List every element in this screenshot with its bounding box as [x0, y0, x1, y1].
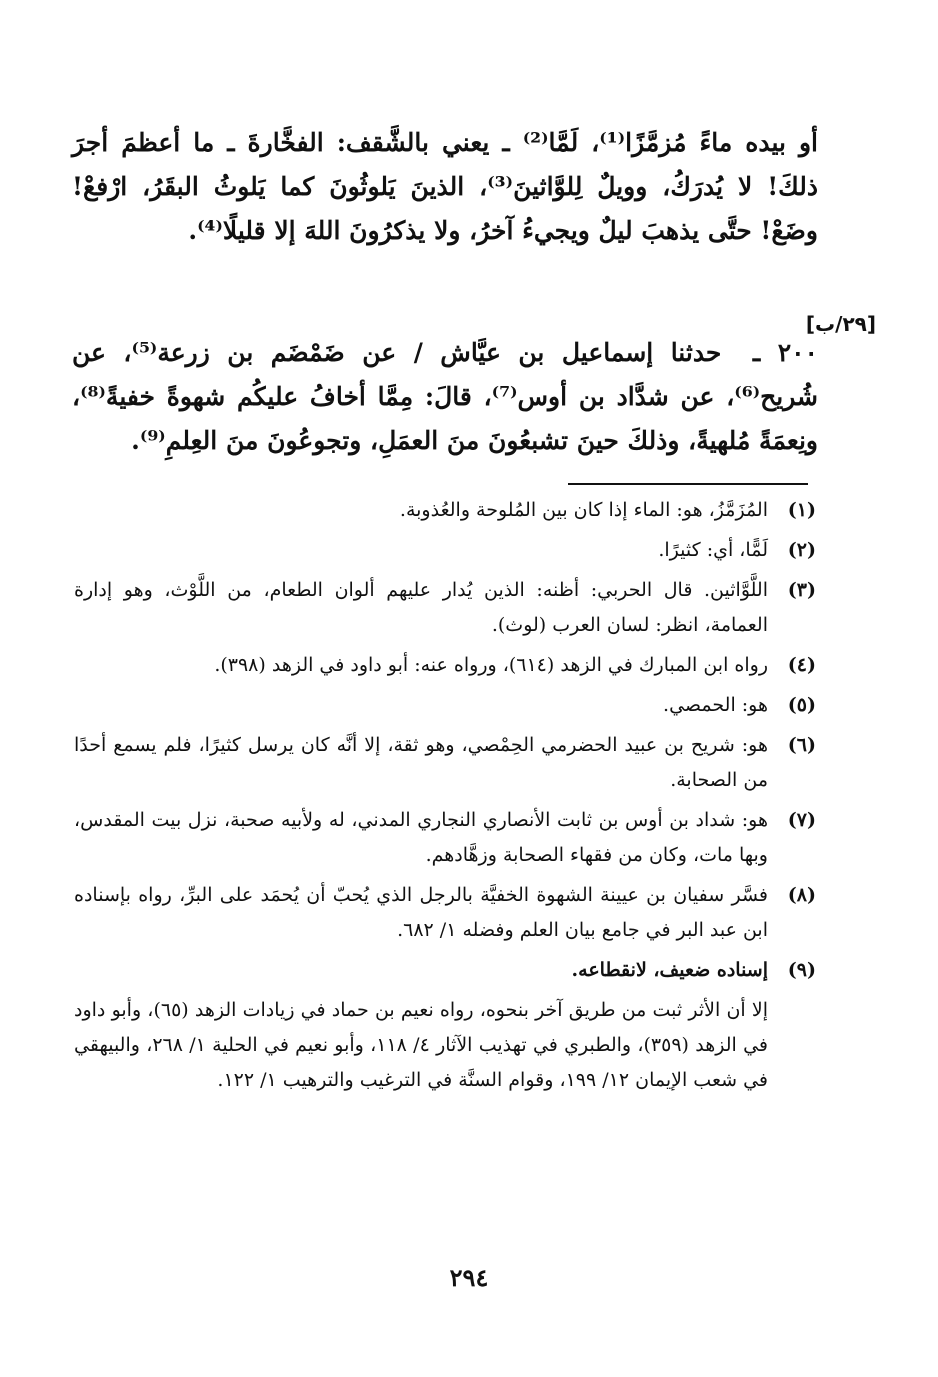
footnote-text: هو: شداد بن أوس بن ثابت الأنصاري النجاري المدني، له ولأبيه صحبة، نزل بيت المقدس، وبها مات، وكان من فقهاء الصحابة وزهَّادهم. — [74, 809, 768, 866]
main-text-paragraph: أو بيده ماءً مُزمَّزًا⁽¹⁾، لَمَّا⁽²⁾ ـ يعني بالشَّقف: الفخَّارةَ ـ ما أعظمَ أجرَ ذلكَ! لا يُدرَكُ، وويلٌ لِلوَّاثينَ⁽³⁾، الذينَ يَلوثُونَ كما يَلوثُ البقَرُ، ارْفعْ! وضَعْ! حتَّى يذهبَ ليلٌ ويجيءُ آخرُ، ولا يذكرُونَ اللهَ إلا قليلًا⁽⁴⁾. — [72, 128, 818, 245]
footnote-text: اللَّوَّاثين. قال الحربي: أظنه: الذين يُدار عليهم ألوان الطعام، من اللَّوْث، وهو إدارة العمامة، انظر: لسان العرب (لوث). — [74, 579, 768, 636]
footnote-number: (٥) — [787, 694, 816, 716]
footnote-number: (٣) — [787, 579, 816, 601]
footnote-6 — [74, 728, 816, 798]
page-number: ٢٩٤ — [449, 1263, 489, 1292]
footnote-number: (٩) — [787, 959, 816, 981]
footnote-7 — [74, 803, 816, 873]
footnote-9 — [74, 953, 816, 988]
hadith-text: حدثنا إسماعيل بن عيَّاش / عن ضَمْضَم بن زرعة⁽⁵⁾، عن شُريح⁽⁶⁾، عن شدَّاد بن أوس⁽⁷⁾، قالَ: مِمَّا أخافُ عليكُم شهوةً خفيةً⁽⁸⁾، ونِعمَةً مُلهيةً، وذلكَ حينَ تشبعُونَ منَ العمَلِ، وتجوعُونَ منَ العِلمِ⁽⁹⁾. — [72, 338, 818, 455]
footnote-text: إسناده ضعيف، لانقطاعه. — [571, 959, 768, 981]
footnote-1 — [74, 493, 816, 528]
footnote-text: رواه ابن المبارك في الزهد (٦١٤)، ورواه عنه: أبو داود في الزهد (٣٩٨). — [214, 654, 768, 676]
hadith-number: ٢٠٠ ـ — [752, 338, 818, 367]
footnote-9-continuation: إلا أن الأثر ثبت من طريق آخر بنحوه، رواه نعيم بن حماد في زيادات الزهد (٦٥)، وأبو داود في الزهد (٣٥٩)، والطبري في تهذيب الآثار ٤/ ١١٨، وأبو نعيم في الحلية ١/ ٢٦٨، والبيهقي في شعب الإيمان ١٢/ ١٩٩، وقوام السنَّة في الترغيب والترهيب ١/ ١٢٢. — [74, 999, 768, 1091]
footnote-number: (١) — [787, 499, 816, 521]
footnote-text: فسَّر سفيان بن عيينة الشهوة الخفيَّة بالرجل الذي يُحبّ أن يُحمَد على البرِّ، رواه بإسناده ابن عبد البر في جامع بيان العلم وفضله ١/ ٦٨٢. — [74, 884, 768, 941]
footnote-divider — [568, 483, 808, 485]
manuscript-folio-marker: [٢٩/ب] — [805, 312, 876, 336]
footnote-8 — [74, 878, 816, 948]
footnote-number: (٧) — [787, 809, 816, 831]
footnote-3 — [74, 573, 816, 643]
footnote-number: (٨) — [787, 884, 816, 906]
footnote-text: هو: شريح بن عبيد الحضرمي الحِمْصي، وهو ثقة، إلا أنَّه كان يرسل كثيرًا، فلم يسمع أحدًا من الصحابة. — [74, 734, 768, 791]
footnote-4 — [74, 648, 816, 683]
footnote-5 — [74, 688, 816, 723]
footnote-text: هو: الحمصي. — [663, 694, 768, 716]
hadith-200 — [72, 331, 818, 463]
footnote-number: (٤) — [787, 654, 816, 676]
footnote-text: لَمًّا، أي: كثيرًا. — [658, 539, 768, 561]
footnote-number: (٦) — [787, 734, 816, 756]
footnote-number: (٢) — [787, 539, 816, 561]
footnote-text: المُزَمَّزُ، هو: الماء إذا كان بين المُلوحة والعُذوبة. — [399, 499, 768, 521]
footnote-2 — [74, 533, 816, 568]
footnotes-section — [74, 493, 816, 1098]
